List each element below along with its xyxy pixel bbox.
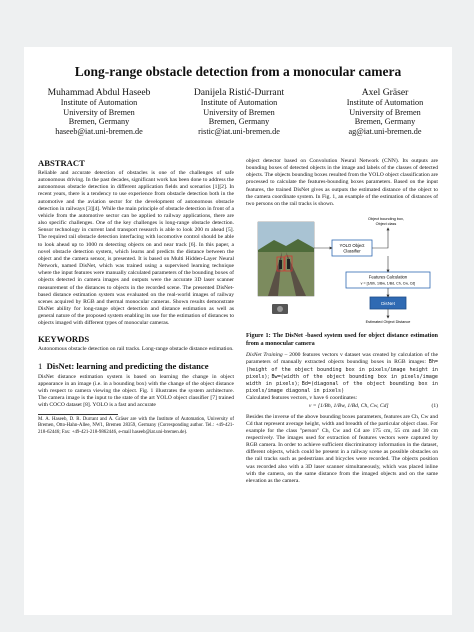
footnote: M. A. Haseeb, D. R. Durrant and A. Gräser are with the Institute of Automation, University of Bremen, Otto-Hahn-Allee, NW1, Bremen 28359, Germany (Corresponding author. Tel.: +49-421-218-62446; Fax: +49-421-218-9862446, e-mail haseeb@iat.uni-bremen.de).	[38, 417, 234, 435]
output-label: Estimated Object Distance	[365, 320, 411, 325]
equation-number: (1)	[431, 403, 438, 410]
features-vector: v = [1/Bh, 1/Bw, 1/Bd, Ch, Cw, Cd]	[360, 281, 416, 286]
author-city: Bremen, Germany	[208, 117, 270, 127]
features-intro: Calculated features vectors, v have 6 coordinates:	[246, 395, 358, 402]
equation: v = [1/Bh, 1/Bw, 1/Bd, Ch, Cw, Cd]	[308, 403, 389, 410]
author-city: Bremen, Germany	[354, 117, 416, 127]
author-institute: Institute of Automation	[60, 98, 138, 107]
keywords-heading: KEYWORDS	[38, 334, 90, 345]
author-university: University of Bremen	[349, 107, 421, 117]
equation-row	[246, 403, 438, 410]
bbox-label: Object bounding box,	[368, 217, 404, 222]
training-label: DisNet Training	[246, 352, 283, 359]
author-name: Danijela Ristić-Durrant	[193, 87, 285, 98]
section-number: 1	[38, 360, 43, 371]
features-title: Features Calculation	[368, 274, 408, 280]
author-institute: Institute of Automation	[346, 98, 424, 107]
abstract-text: Reliable and accurate detection of obstacles is one of the challenges of safe autonomous driving. In the past decades, significant work has been done to address the autonomous obstacle detection in different application fields and scenarios [1][2]. In recent years, there is a tendency to use experience from obstacle detection both in the automotive and the aviation sector for the development of autonomous obstacle detection in railways [3][4]. While the main principle of obstacle detection in front of a vehicle from the automotive sector can be applied to railway applications, there are also specific challenges. One of the key challenges is long-range obstacle detection. Sensor technology in current land transport research is able to look 200 m ahead [5]. The required rail obstacle detection interfacing with locomotive control should be able to look ahead up to 1000 m detecting objects on and near track [6]. In this paper, a novel obstacle detection system, which learns and predicts the distance between the object and the camera sensor, is presented. It is based on Multi Hidden-Layer Neural Network, named DisNet, which was trained using a supervised learning technique where the input features were manually calculated parameters of the bounding boxes of objects detected in camera images and outputs were the accurate 3D laser scanner measurement of the distances to objects in the recorded scene. The presented DisNet-based distance estimation system was evaluated on the real-world images of railway scenes acquired by RGB and thermal monocular cameras. Shown results demonstrate DisNet ability for long-range object detection and distance estimation as well as general nature of the proposed system enabling its use for the estimation of distances to objects imaged with different types of monocular cameras.	[38, 170, 234, 327]
author-block	[24, 87, 174, 136]
paper-title: Long-range obstacle detection from a monocular camera	[74, 64, 402, 79]
section-title: DisNet: learning and predicting the distance	[46, 360, 209, 371]
yolo-label: Classifier	[343, 248, 361, 254]
figure-1	[246, 212, 438, 328]
author-email: ag@iat.uni-bremen.de	[348, 126, 422, 136]
right-column	[246, 158, 438, 485]
author-name: Muhammad Abdul Haseeb	[47, 87, 151, 98]
intro-paragraph: object detector based on Convolution Neural Network (CNN). Its outputs are bounding boxes of detected objects in the image and labels of the classes of detected objects. The objects bounding boxes resulted from the YOLO object classification are processed to calculate the features-bounding boxes parameters. Based on the input features, the trained DisNet gives as outputs the estimated distance of the object to the camera coordinate system. In Fig. 1, an example of the estimation of distances of two persons on the rail tracks is shown.	[246, 158, 438, 207]
footnote-rule	[38, 414, 118, 415]
figure-diagram	[246, 212, 438, 328]
features-paragraph: Besides the inverse of the above bounding boxes parameters, features are Ch, Cw and Cd that represent average height, width and breadth of the particular object class. For example for the class "person" Ch, Cw and Cd are 175 cm, 55 cm and 30 cm respectively. The images used for extraction of features vectors were captured by RGB camera. In order to achieve sufficient discriminatory information in the dataset, different objects, which could be present in a railway scene as possible obstacles on the rail tracks such as pedestrians and bicycles were recorded. The objects position was recorded also with a 3D laser scanner simultaneously, which was placed inline with the camera, on the same distance from the imaged objects and on the same elevation as the camera.	[246, 413, 438, 484]
camera-image	[258, 222, 314, 296]
author-institute: Institute of Automation	[200, 98, 278, 107]
author-email: haseeb@iat.uni-bremen.de	[55, 126, 143, 136]
training-paragraph: DisNet Training – 2000 features vectors v dataset was created by calculation of the parameters of manually extracted objects bounding boxes in RGB images: Bh=(height of the object bounding box in pixels/image height in pixels); Bw=(width of the object bounding box in pixels/image width in pixels); Bd=(diagonal of the object bounding box in pixels/image diagonal in pixels)	[246, 352, 439, 395]
arrow	[372, 228, 388, 248]
keywords-text: Autonomous obstacle detection on rail tracks. Long-range obstacle distance estimation.	[38, 346, 234, 353]
class-label: Object class	[375, 222, 397, 227]
bh-definition: Bh=(height of the object bounding box in pixels/image height in pixels)	[246, 359, 438, 380]
section-heading	[38, 361, 234, 371]
camera-icon	[272, 304, 288, 314]
figure-caption: Figure 1: The DisNet -based system used for object distance estimation from a monocular camera	[246, 332, 438, 347]
abstract-heading: ABSTRACT	[38, 158, 85, 168]
paper-page	[24, 47, 452, 615]
bw-definition: Bw=(width of the object bounding box in pixels/image width in pixels)	[246, 373, 439, 387]
bd-definition: Bd=(diagonal of the object bounding box in pixels/image diagonal in pixels)	[246, 380, 438, 395]
author-email: ristic@iat.uni-bremen.de	[198, 126, 280, 136]
training-text: – 2000 features vectors v dataset was created by calculation of the parameters of manually extracted objects bounding boxes in RGB images:	[246, 352, 438, 366]
disnet-label: DisNet	[381, 301, 395, 307]
author-university: University of Bremen	[203, 107, 275, 117]
author-university: University of Bremen	[63, 107, 135, 117]
author-city: Bremen, Germany	[68, 117, 130, 127]
author-block	[164, 87, 314, 136]
author-name: Axel Gräser	[361, 87, 409, 98]
left-column	[38, 158, 234, 436]
yolo-label: YOLO Object	[339, 243, 365, 249]
section-body: DisNet distance estimation system is based on learning the change in object appearance in an image (i.e. in a bounding box) with the change of the object distance with respect to camera viewing the object. Fig. 1 illustrates the system architecture. The camera image is the input to the state of the art YOLO object classifier [7] trained with COCO dataset [8]. YOLO is a fast and accurate	[38, 373, 234, 409]
author-block	[310, 87, 460, 136]
